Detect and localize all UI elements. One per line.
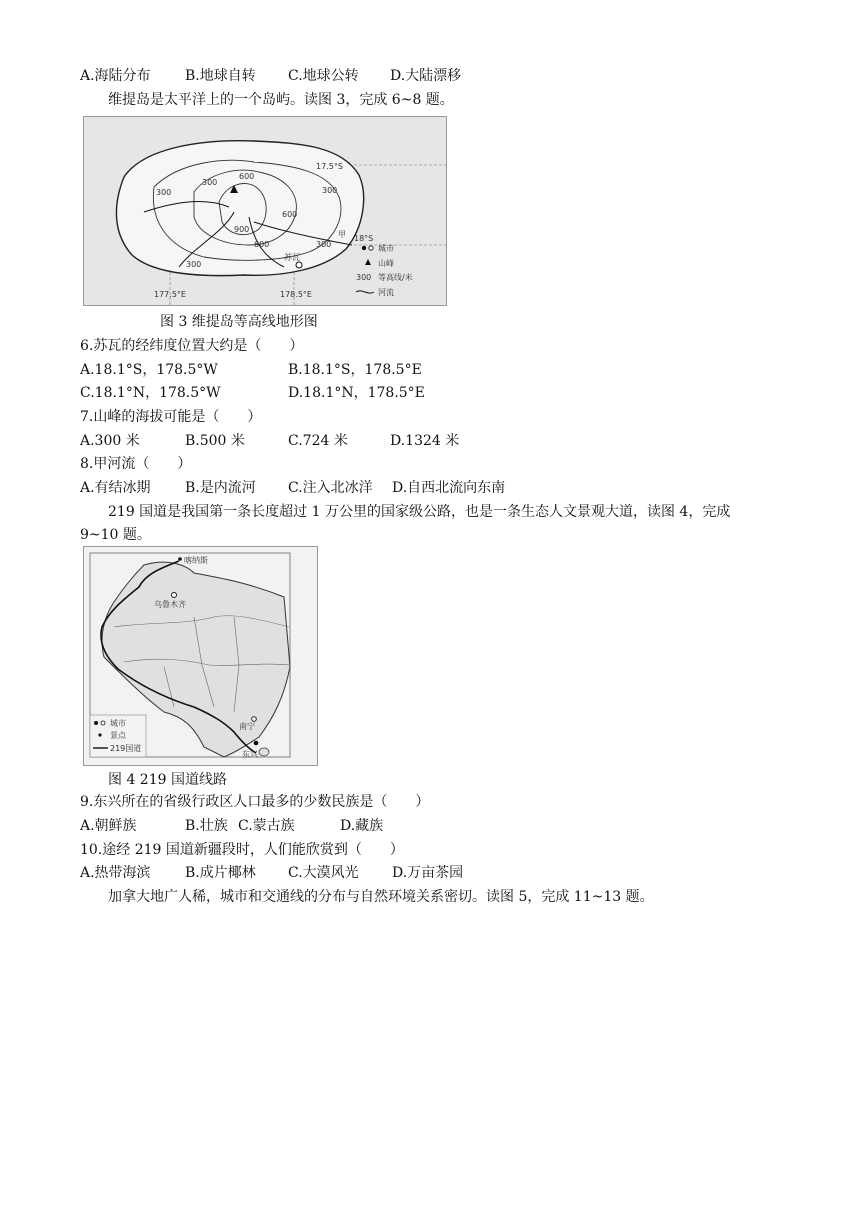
contour-label: 300 bbox=[322, 186, 338, 195]
q10-option-c: C.大漠风光 bbox=[288, 865, 359, 881]
hainan-island bbox=[259, 748, 269, 756]
q9-stem: 9.东兴所在的省级行政区人口最多的少数民族是（ ） bbox=[80, 794, 430, 810]
legend-contour: 等高线/米 bbox=[378, 273, 413, 282]
q7-option-c: C.724 米 bbox=[288, 433, 348, 449]
q5-option-a: A.海陆分布 bbox=[80, 68, 151, 84]
q8-option-b: B.是内流河 bbox=[185, 480, 256, 496]
contour-label: 300 bbox=[156, 188, 172, 197]
suva-label: 苏瓦 bbox=[284, 253, 300, 262]
intro-9-10-line2: 9~10 题。 bbox=[80, 527, 151, 543]
legend-city: 城市 bbox=[378, 244, 394, 253]
latitude-label-south: 18°S bbox=[354, 234, 374, 243]
q9-option-b: B.壮族 bbox=[185, 818, 228, 834]
dongxing-label: 东兴 bbox=[242, 750, 258, 759]
q9-option-d: D.藏族 bbox=[340, 818, 384, 834]
legend-peak: 山峰 bbox=[378, 259, 394, 268]
route-219-map bbox=[84, 547, 317, 765]
q6-option-c: C.18.1°N，178.5°W bbox=[80, 385, 221, 401]
contour-label: 600 bbox=[254, 240, 270, 249]
q7-option-b: B.500 米 bbox=[185, 433, 245, 449]
q6-stem: 6.苏瓦的经纬度位置大约是（ ） bbox=[80, 338, 304, 354]
kanas-label: 喀纳斯 bbox=[184, 556, 208, 565]
legend-city: 城市 bbox=[110, 719, 126, 728]
contour-label: 300 bbox=[202, 178, 218, 187]
q8-option-a: A.有结冰期 bbox=[80, 480, 151, 496]
dongxing-city-icon bbox=[254, 741, 259, 746]
island-outline bbox=[116, 141, 363, 276]
q6-option-b: B.18.1°S，178.5°E bbox=[288, 362, 422, 378]
intro-11-13: 加拿大地广人稀，城市和交通线的分布与自然环境关系密切。读图 5，完成 11~13 题。 bbox=[108, 889, 654, 905]
intro-6-8: 维提岛是太平洋上的一个岛屿。读图 3，完成 6~8 题。 bbox=[108, 92, 454, 108]
q8-option-c: C.注入北冰洋 bbox=[288, 480, 373, 496]
contour-label: 900 bbox=[234, 225, 250, 234]
q8-stem: 8.甲河流（ ） bbox=[80, 456, 192, 472]
legend-route: 219国道 bbox=[110, 744, 142, 753]
figure-4-map bbox=[83, 546, 318, 766]
nanning-city-icon bbox=[252, 717, 257, 722]
nanning-label: 南宁 bbox=[239, 722, 255, 731]
q10-option-d: D.万亩茶园 bbox=[392, 865, 464, 881]
q7-option-a: A.300 米 bbox=[80, 433, 140, 449]
q9-option-a: A.朝鲜族 bbox=[80, 818, 137, 834]
contour-label: 600 bbox=[282, 210, 298, 219]
q5-option-d: D.大陆漂移 bbox=[390, 68, 462, 84]
kanas-spot-icon bbox=[178, 557, 182, 561]
city-legend-icon bbox=[94, 721, 98, 725]
suva-city-icon bbox=[296, 262, 302, 268]
figure-3-caption: 图 3 维提岛等高线地形图 bbox=[160, 314, 318, 330]
figure-3-map bbox=[83, 116, 447, 306]
q6-option-d: D.18.1°N，178.5°E bbox=[288, 385, 425, 401]
urumqi-city-icon bbox=[172, 593, 177, 598]
q10-stem: 10.途经 219 国道新疆段时，人们能欣赏到（ ） bbox=[80, 842, 404, 858]
latitude-label-north: 17.5°S bbox=[316, 162, 343, 171]
intro-9-10-line1: 219 国道是我国第一条长度超过 1 万公里的国家级公路，也是一条生态人文景观大道，读图 4，完成 bbox=[108, 504, 731, 520]
legend-river: 河流 bbox=[378, 288, 394, 297]
q7-stem: 7.山峰的海拔可能是（ ） bbox=[80, 409, 262, 425]
q5-option-c: C.地球公转 bbox=[288, 68, 359, 84]
contour-label: 600 bbox=[239, 172, 255, 181]
river-jia-label: 甲 bbox=[338, 230, 346, 239]
legend-contour-value: 300 bbox=[356, 273, 372, 282]
figure-4-caption: 图 4 219 国道线路 bbox=[108, 772, 227, 788]
contour-label: 300 bbox=[316, 240, 332, 249]
urumqi-label: 乌鲁木齐 bbox=[154, 600, 186, 609]
longitude-label-east: 178.5°E bbox=[280, 290, 312, 299]
q7-option-d: D.1324 米 bbox=[390, 433, 460, 449]
spot-legend-icon bbox=[98, 733, 101, 736]
contour-label: 300 bbox=[186, 260, 202, 269]
q10-option-a: A.热带海滨 bbox=[80, 865, 151, 881]
longitude-label-west: 177.5°E bbox=[154, 290, 186, 299]
q8-option-d: D.自西北流向东南 bbox=[392, 480, 506, 496]
q6-option-a: A.18.1°S，178.5°W bbox=[80, 362, 218, 378]
city-legend-icon bbox=[362, 246, 366, 250]
q10-option-b: B.成片椰林 bbox=[185, 865, 256, 881]
legend-spot: 景点 bbox=[110, 731, 126, 740]
q5-option-b: B.地球自转 bbox=[185, 68, 256, 84]
vitilevu-contour-map bbox=[84, 117, 446, 305]
q9-option-c: C.蒙古族 bbox=[238, 818, 295, 834]
